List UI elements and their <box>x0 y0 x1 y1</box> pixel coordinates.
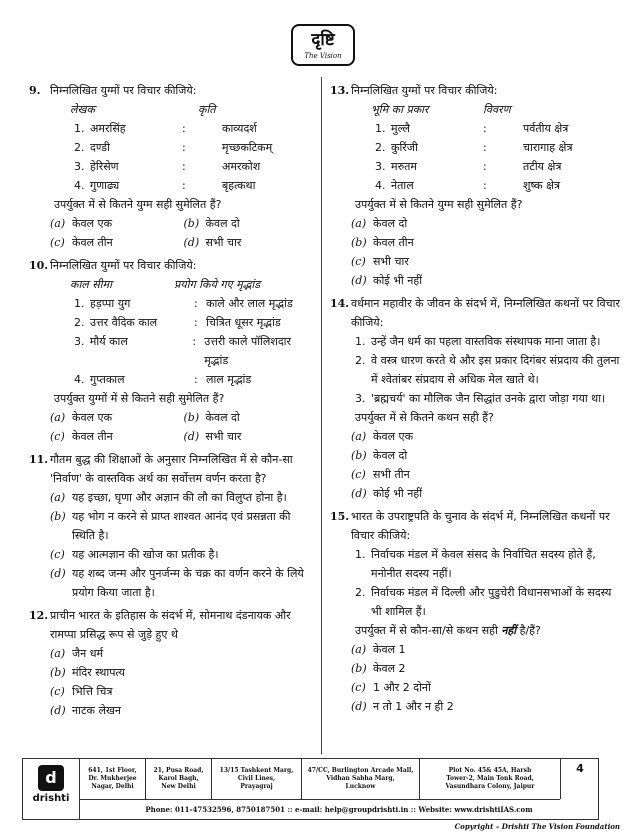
option-d[interactable] <box>351 484 620 503</box>
option-label: (a) <box>351 217 367 230</box>
row-sep: : <box>182 141 186 154</box>
option-a[interactable] <box>50 644 317 663</box>
option-label: (c) <box>50 548 65 561</box>
address-delhi-mukherjee: 641, 1st Floor, Dr. Mukherjee Nagar, Delhi <box>80 759 146 799</box>
table-header-col2: कृति <box>198 103 216 116</box>
statement <box>351 389 620 408</box>
option-text: यह आत्मज्ञान की खोज का प्रतीक है। <box>72 548 219 561</box>
row-number: 2. <box>74 141 85 154</box>
row-match: उत्तरी काले पॉलिशदार मृद्भांड <box>204 335 292 367</box>
address-lucknow: 47/CC, Burlington Arcade Mall, Vidhan Sabha Marg, Lucknow <box>302 759 420 799</box>
statement-number: 1. <box>355 548 366 561</box>
option-label: (c) <box>50 430 65 443</box>
option-text: केवल एक <box>72 217 113 230</box>
question-ask: उपर्युक्त में से कितने युग्म सही सुमेलित हैं? <box>355 198 523 211</box>
table-header-col2: प्रयोग किये गए मृद्भांड <box>174 278 261 291</box>
footer-logo <box>23 759 80 819</box>
option-label: (a) <box>50 217 66 230</box>
ask-text-end: है/हैं? <box>516 624 541 637</box>
footer-addresses <box>80 759 560 800</box>
option-b[interactable] <box>351 233 620 252</box>
address-jaipur: Plot No. 45& 45A, Harsh Tower-2, Main Tonk Road, Vasundhara Colony, Jaipur <box>445 767 535 790</box>
option-c[interactable] <box>50 233 184 252</box>
table-header-col1: लेखक <box>70 103 95 116</box>
statement-text: उन्हें जैन धर्म का पहला वास्तविक संस्थापक माना जाता है। <box>371 335 601 348</box>
question-12 <box>29 606 317 720</box>
option-b[interactable] <box>50 507 317 545</box>
statement-text: निर्वाचक मंडल में दिल्ली और पुडुचेरी विधानसभाओं के सदस्य भी शामिल हैं। <box>371 586 612 618</box>
row-sep: : <box>483 141 487 154</box>
row-number: 4. <box>74 373 85 386</box>
question-text: वर्धमान महावीर के जीवन के संदर्भ में, निम्नलिखित कथनों पर विचार कीजिये: <box>351 297 620 329</box>
option-label: (c) <box>351 468 366 481</box>
row-sep: : <box>182 122 186 135</box>
option-a[interactable] <box>50 214 184 233</box>
address-delhi-karolbagh: 21, Pusa Road, Karol Bagh, New Delhi <box>146 759 212 799</box>
option-d[interactable] <box>351 271 620 290</box>
option-label: (a) <box>351 430 367 443</box>
row-number: 2. <box>74 316 85 329</box>
question-number: 15. <box>330 510 350 523</box>
question-11 <box>29 450 317 602</box>
option-label: (a) <box>351 643 367 656</box>
logo-sub-text: The Vision <box>304 52 342 60</box>
option-label: (b) <box>183 217 200 230</box>
question-number: 9. <box>29 84 41 97</box>
row-sep: : <box>194 373 198 386</box>
option-a[interactable] <box>351 214 620 233</box>
question-text: गौतम बुद्ध की शिक्षाओं के अनुसार निम्नलिखित में से कौन-सा 'निर्वाण' के वास्तविक अर्थ का सर्वोत्तम वर्णन करता है? <box>50 453 293 485</box>
statement <box>351 332 620 351</box>
question-number: 13. <box>330 84 350 97</box>
pair-row <box>351 157 620 176</box>
drishti-d-icon: d <box>38 765 64 791</box>
statement-number: 2. <box>355 354 366 367</box>
question-text: भारत के उपराष्ट्रपति के चुनाव के संदर्भ में, निम्नलिखित कथनों पर विचार कीजिये: <box>351 510 610 542</box>
copyright: Copyright – Drishti The Vision Foundation <box>454 822 620 831</box>
row-item: मुल्लै <box>391 122 410 135</box>
statement-text: वे वस्त्र धारण करते थे और इस प्रकार दिगंबर संप्रदाय की तुलना में श्वेतांबर संप्रदाय से अधिक मेल खाते थे। <box>371 354 620 386</box>
option-label: (d) <box>50 567 66 580</box>
option-c[interactable] <box>351 252 620 271</box>
option-d[interactable] <box>50 564 317 602</box>
option-text: भित्ति चित्र <box>72 685 113 698</box>
option-text: केवल दो <box>205 217 240 230</box>
left-column <box>29 81 317 720</box>
pair-row <box>50 138 317 157</box>
option-a[interactable] <box>351 640 620 659</box>
option-label: (b) <box>351 236 367 249</box>
row-sep: : <box>194 316 198 329</box>
question-number: 11. <box>29 453 49 466</box>
table-header-col1: भूमि का प्रकार <box>371 103 429 116</box>
option-text: केवल 1 <box>373 643 406 656</box>
option-text: केवल तीन <box>72 430 113 443</box>
column-divider <box>321 77 322 754</box>
footer-brand: drishti <box>32 793 70 804</box>
row-item: नेताल <box>391 179 414 192</box>
option-text: सभी तीन <box>373 468 410 481</box>
option-label: (c) <box>50 236 65 249</box>
option-text: सभी चार <box>373 255 409 268</box>
option-label: (b) <box>183 411 200 424</box>
footer-contact: Phone: 011-47532596, 8750187501 :: e-mail: help@groupdrishti.in :: Website: www.drishtiIAS.com <box>145 805 533 814</box>
statement-number: 3. <box>355 392 366 405</box>
question-15 <box>330 507 620 716</box>
pair-row <box>50 294 317 313</box>
pair-row <box>351 176 620 195</box>
row-number: 3. <box>74 160 85 173</box>
option-b[interactable] <box>184 408 318 427</box>
option-text: 1 और 2 दोनों <box>373 681 431 694</box>
ask-text: उपर्युक्त में से कौन-सा/से कथन सही <box>355 624 502 637</box>
option-label: (a) <box>50 411 66 424</box>
question-text: प्राचीन भारत के इतिहास के संदर्भ में, सोमनाथ दंडनायक और रामप्पा प्रसिद्ध रूप से जुड़े हुए थे <box>50 609 291 641</box>
option-b[interactable] <box>184 214 318 233</box>
pair-row <box>50 119 317 138</box>
statement <box>351 583 620 621</box>
option-label: (d) <box>50 704 66 717</box>
row-item: कुरिंजी <box>391 141 418 154</box>
option-text: केवल एक <box>373 430 414 443</box>
option-text: केवल 2 <box>373 662 406 675</box>
option-text: केवल दो <box>205 411 240 424</box>
page-footer <box>22 758 599 820</box>
row-number: 1. <box>375 122 386 135</box>
row-number: 4. <box>375 179 386 192</box>
option-a[interactable] <box>50 408 184 427</box>
option-c[interactable] <box>351 678 620 697</box>
option-text: सभी चार <box>205 430 242 443</box>
table-header <box>351 100 620 119</box>
row-match: लाल मृद्भांड <box>206 373 252 386</box>
table-header-col1: काल सीमा <box>70 278 112 291</box>
question-9 <box>29 81 317 252</box>
option-text: केवल दो <box>373 217 408 230</box>
table-header <box>50 275 317 294</box>
option-label: (b) <box>50 666 66 679</box>
option-label: (a) <box>50 647 66 660</box>
option-c[interactable] <box>50 545 317 564</box>
option-text: नाटक लेखन <box>72 704 122 717</box>
pair-row <box>50 157 317 176</box>
pair-row <box>50 176 317 195</box>
option-c[interactable] <box>351 465 620 484</box>
row-match: काव्यदर्श <box>222 122 257 135</box>
row-item: मरुतम <box>391 160 418 173</box>
statement-number: 2. <box>355 586 366 599</box>
option-label: (b) <box>50 510 66 523</box>
row-match: पर्वतीय क्षेत्र <box>523 122 569 135</box>
option-label: (b) <box>351 449 367 462</box>
page-number: 4 <box>560 759 599 799</box>
option-label: (d) <box>351 700 367 713</box>
logo-main-text: दृष्टि <box>311 30 335 50</box>
row-item: दण्डी <box>90 141 110 154</box>
row-item: हड़प्पा युग <box>90 297 131 310</box>
right-column <box>330 81 620 716</box>
options <box>50 214 317 252</box>
row-sep: : <box>192 335 197 348</box>
option-d[interactable] <box>50 701 317 720</box>
table-header-col2: विवरण <box>483 103 511 116</box>
row-match: तटीय क्षेत्र <box>523 160 562 173</box>
option-text: यह भोग न करने से प्राप्त शाश्वत आनंद एवं प्रसन्नता की स्थिति है। <box>72 510 291 542</box>
pair-row <box>351 119 620 138</box>
options <box>50 408 317 446</box>
question-number: 10. <box>29 259 49 272</box>
row-sep: : <box>483 179 487 192</box>
question-text: निम्नलिखित युग्मों पर विचार कीजिये: <box>50 84 197 97</box>
row-item: गुणाढ्य <box>90 179 120 192</box>
statement <box>351 351 620 389</box>
option-d[interactable] <box>184 233 318 252</box>
row-number: 1. <box>74 297 85 310</box>
row-sep: : <box>182 160 186 173</box>
row-sep: : <box>194 297 198 310</box>
option-text: केवल तीन <box>373 236 414 249</box>
row-number: 1. <box>74 122 85 135</box>
option-label: (d) <box>183 430 200 443</box>
ask-emphasis: नहीं <box>501 624 517 637</box>
option-label: (c) <box>50 685 65 698</box>
option-b[interactable] <box>351 446 620 465</box>
question-14 <box>330 294 620 503</box>
row-sep: : <box>483 160 487 173</box>
row-item: उत्तर वैदिक काल <box>90 316 158 329</box>
option-text: कोई भी नहीं <box>373 274 423 287</box>
option-d[interactable] <box>351 697 620 716</box>
pair-row <box>50 313 317 332</box>
row-match: चित्रित धूसर मृद्भांड <box>206 316 281 329</box>
option-b[interactable] <box>351 659 620 678</box>
pair-row <box>50 370 317 389</box>
row-match: चारागाह क्षेत्र <box>523 141 573 154</box>
option-text: केवल दो <box>373 449 408 462</box>
row-number: 2. <box>375 141 386 154</box>
question-text: निम्नलिखित युग्मों पर विचार कीजिये: <box>50 259 197 272</box>
row-item: मौर्य काल <box>89 335 128 348</box>
row-match: काले और लाल मृद्भांड <box>206 297 293 310</box>
option-text: सभी चार <box>205 236 242 249</box>
option-a[interactable] <box>50 488 317 507</box>
question-13 <box>330 81 620 290</box>
option-b[interactable] <box>50 663 317 682</box>
option-label: (d) <box>351 274 367 287</box>
question-ask: उपर्युक्त में से कितने कथन सही हैं? <box>355 411 494 424</box>
statement-text: निर्वाचक मंडल में केवल संसद के निर्वाचित सदस्य होते हैं, मनोनीत सदस्य नहीं। <box>371 548 596 580</box>
row-item: हेरिसेण <box>90 160 119 173</box>
question-text: निम्नलिखित युग्मों पर विचार कीजिये: <box>351 84 498 97</box>
option-label: (c) <box>351 681 366 694</box>
option-d[interactable] <box>184 427 318 446</box>
option-label: (b) <box>351 662 367 675</box>
row-match: मृच्छकटिकम् <box>222 141 273 154</box>
row-item: अमरसिंह <box>90 122 126 135</box>
option-text: यह इच्छा, घृणा और अज्ञान की लौ का विलुप्त होना है। <box>72 491 287 504</box>
row-item: गुप्तकाल <box>90 373 125 386</box>
address-prayagraj: 13/15 Tashkent Marg, Civil Lines, Prayagraj <box>212 759 302 799</box>
table-header <box>50 100 317 119</box>
option-c[interactable] <box>50 427 184 446</box>
statement-text: 'ब्रह्मचर्य' का मौलिक जैन सिद्धांत उनके द्वारा जोड़ा गया था। <box>371 392 606 405</box>
pair-row <box>50 332 317 370</box>
option-label: (d) <box>183 236 200 249</box>
row-match: अमरकोश <box>222 160 261 173</box>
question-number: 12. <box>29 609 49 622</box>
row-number: 4. <box>74 179 85 192</box>
row-match: शुष्क क्षेत्र <box>523 179 561 192</box>
option-text: मंदिर स्थापत्य <box>72 666 126 679</box>
option-text: कोई भी नहीं <box>373 487 423 500</box>
row-sep: : <box>182 179 186 192</box>
option-text: केवल एक <box>72 411 113 424</box>
question-ask: उपर्युक्त युग्मों में से कितने सही सुमेलित हैं? <box>54 392 225 405</box>
option-text: न तो 1 और न ही 2 <box>373 700 454 713</box>
option-c[interactable] <box>50 682 317 701</box>
statement <box>351 545 620 583</box>
row-match: बृहत्कथा <box>222 179 256 192</box>
row-sep: : <box>483 122 487 135</box>
drishti-logo <box>291 24 355 66</box>
option-text: जैन धर्म <box>72 647 104 660</box>
option-text: यह शब्द जन्म और पुनर्जन्म के चक्र का वर्णन करने के लिये प्रयोग किया जाता है। <box>72 567 304 599</box>
option-label: (a) <box>50 491 66 504</box>
pair-row <box>351 138 620 157</box>
question-number: 14. <box>330 297 350 310</box>
statement-number: 1. <box>355 335 366 348</box>
row-number: 3. <box>74 335 85 348</box>
option-text: केवल तीन <box>72 236 113 249</box>
question-ask <box>351 621 620 640</box>
question-10 <box>29 256 317 446</box>
option-label: (d) <box>351 487 367 500</box>
option-label: (c) <box>351 255 366 268</box>
row-number: 3. <box>375 160 386 173</box>
question-ask: उपर्युक्त में से कितने युग्म सही सुमेलित हैं? <box>54 198 222 211</box>
option-a[interactable] <box>351 427 620 446</box>
